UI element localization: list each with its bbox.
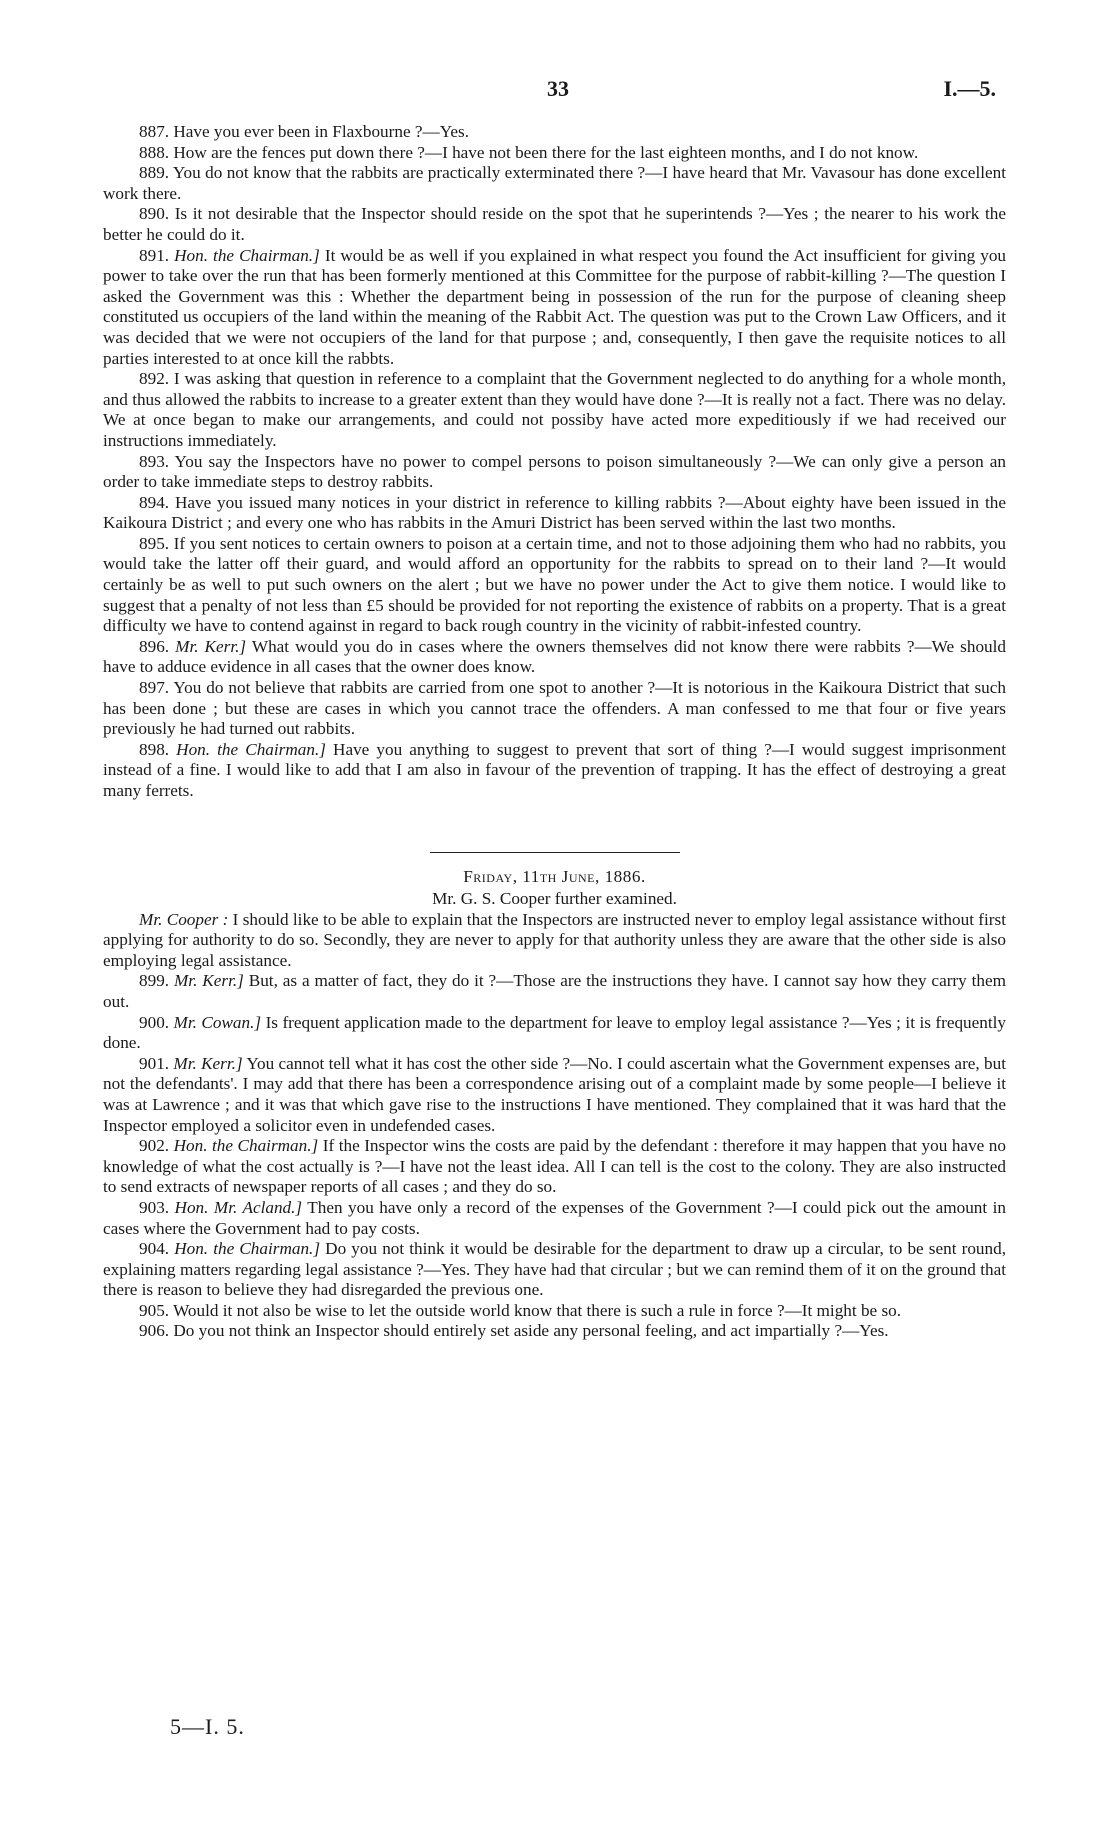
question-number: 891.	[139, 245, 170, 265]
divider-rule	[430, 852, 680, 853]
document-body	[103, 122, 1006, 1342]
question-number: 906.	[139, 1321, 170, 1341]
page-number: 33	[547, 76, 569, 101]
testimony-paragraph	[103, 971, 1006, 1012]
testimony-text: I was asking that question in reference to a complaint that the Government neglected to do anything for a whole month, and thus allowed the rabbits to increase to a greater extent than they would have done ?—It is really not a fact. There was no delay. We at once began to make our arrangements, and could not possiby have acted more expeditiously if we had received our instructions immediately.	[103, 369, 1007, 450]
testimony-text: Do you not think it would be desirable for the department to draw up a circular, to be sent round, explaining matters regarding legal assistance ?—Yes. They have had that circular ; but we can remind them of it on the ground that there is reason to believe they had disregarded the previous one.	[103, 1239, 1006, 1300]
question-number: 895.	[139, 533, 170, 553]
testimony-text: Have you anything to suggest to prevent that sort of thing ?—I would suggest imprisonment instead of a fine. I would like to add that I am also in favour of the prevention of trapping. It has the effect of destroying a great many ferrets.	[103, 739, 1006, 800]
testimony-paragraph	[103, 1321, 1006, 1342]
question-number: 889.	[139, 163, 170, 183]
testimony-paragraph	[103, 1239, 1006, 1301]
testimony-text: How are the fences put down there ?—I have not been there for the last eighteen months, and I do not know.	[173, 142, 919, 162]
testimony-section-2	[103, 910, 1006, 1342]
question-number: 901.	[139, 1053, 170, 1073]
testimony-paragraph	[103, 1198, 1006, 1239]
date-heading: Friday, 11th June, 1886.	[463, 866, 646, 886]
question-number: 899.	[139, 971, 170, 991]
testimony-paragraph	[103, 369, 1006, 451]
footer-signature: 5—I. 5.	[170, 1714, 245, 1739]
paper-reference: I.—5.	[943, 76, 996, 101]
speaker-name: Mr. Cooper :	[139, 909, 229, 929]
testimony-paragraph	[103, 678, 1006, 740]
testimony-paragraph	[103, 163, 1006, 204]
testimony-paragraph	[103, 637, 1006, 678]
question-number: 893.	[139, 451, 170, 471]
testimony-paragraph	[103, 1054, 1006, 1136]
testimony-paragraph	[103, 122, 1006, 143]
testimony-text: You do not believe that rabbits are carried from one spot to another ?—It is notorious in the Kaikoura District that such has been done ; but these are cases in which you cannot trace the offenders. A man confessed to me that four or five years previously he had turned out rabbits.	[103, 678, 1006, 739]
speaker-name: Hon. the Chairman.]	[174, 245, 320, 265]
speaker-name: Hon. the Chairman.]	[173, 1136, 319, 1156]
testimony-text: Have you issued many notices in your district in reference to killing rabbits ?—About eighty have been issued in the Kaikoura District ; and every one who has rabbits in the Amuri District has been served within the last two months.	[103, 492, 1006, 533]
testimony-text: It would be as well if you explained in what respect you found the Act insufficient for giving you power to take over the run that has been formerly mentioned at this Committee for the purpose of rabbit-killing ?—The question I asked the Government was this : Whether the department being in possession of the run for the purpose of cleaning sheep constituted us occupiers of the land within the meaning of the Rabbit Act. The question was put to the Crown Law Officers, and it was decided that we were not occupiers of the land for that purpose ; and, consequently, I then gave the requisite notices to all parties interested to at once kill the rabbts.	[103, 245, 1007, 368]
testimony-text: Then you have only a record of the expenses of the Government ?—I could pick out the amount in cases where the Government had to pay costs.	[103, 1197, 1006, 1238]
testimony-text: Would it not also be wise to let the outside world know that there is such a rule in force ?—It might be so.	[173, 1300, 902, 1320]
question-number: 894.	[139, 492, 170, 512]
testimony-paragraph	[103, 493, 1006, 534]
question-number: 900.	[139, 1012, 170, 1032]
testimony-paragraph	[103, 1013, 1006, 1054]
testimony-section-1	[103, 122, 1006, 802]
testimony-text: I should like to be able to explain that the Inspectors are instructed never to employ legal assistance without first applying for authority to do so. Secondly, they are never to apply for that authority unless they are aware that the other side is also employing legal assistance.	[103, 909, 1006, 970]
testimony-paragraph	[103, 740, 1006, 802]
testimony-paragraph	[103, 143, 1006, 164]
question-number: 897.	[139, 678, 170, 698]
witness-heading: Mr. G. S. Cooper further examined.	[432, 888, 677, 908]
testimony-paragraph	[103, 246, 1006, 370]
question-number: 904.	[139, 1239, 170, 1259]
testimony-text: Do you not think an Inspector should entirely set aside any personal feeling, and act impartially ?—Yes.	[173, 1321, 889, 1341]
speaker-name: Hon. Mr. Acland.]	[174, 1197, 303, 1217]
testimony-text: Have you ever been in Flaxbourne ?—Yes.	[173, 122, 469, 141]
testimony-text: Is it not desirable that the Inspector should reside on the spot that he superintends ?—Yes ; the nearer to his work the better he could do it.	[103, 204, 1006, 244]
testimony-text: If you sent notices to certain owners to poison at a certain time, and not to those adjoining them who had no rabbits, you would take the latter off their guard, and would afford an opportunity for the rabbits to spread on to their land ?—It would certainly be as well to put such owners on the alert ; but we have no power under the Act to give them notice. I would like to suggest that a penalty of not less than £5 should be provided for not reporting the existence of rabbits on a property. That is a great difficulty we have to contend against in regard to back rough country in the vicinity of rabbit-infested country.	[103, 533, 1006, 636]
speaker-name: Mr. Kerr.]	[173, 1053, 243, 1073]
question-number: 903.	[139, 1197, 170, 1217]
question-number: 892.	[139, 369, 170, 389]
speaker-name: Mr. Kerr.]	[175, 636, 247, 656]
speaker-name: Mr. Cowan.]	[173, 1012, 262, 1032]
testimony-paragraph	[103, 204, 1006, 245]
testimony-paragraph	[103, 452, 1006, 493]
testimony-text: You say the Inspectors have no power to compel persons to poison simultaneously ?—We can only give a person an order to take immediate steps to destroy rabbits.	[103, 451, 1006, 492]
speaker-name: Mr. Kerr.]	[173, 971, 244, 991]
testimony-paragraph	[103, 1301, 1006, 1322]
speaker-name: Hon. the Chairman.]	[176, 739, 326, 759]
speaker-name: Hon. the Chairman.]	[174, 1239, 321, 1259]
section-divider	[103, 802, 1006, 866]
testimony-text: Is frequent application made to the department for leave to employ legal assistance ?—Yes ; it is frequently done.	[103, 1012, 1007, 1053]
question-number: 896.	[139, 636, 170, 656]
testimony-paragraph	[103, 534, 1006, 637]
testimony-paragraph	[103, 910, 1006, 972]
question-number: 898.	[139, 739, 170, 759]
question-number: 888.	[139, 142, 170, 162]
testimony-text: If the Inspector wins the costs are paid by the defendant : therefore it may happen that you have no knowledge of what the cost actually is ?—I have not the least idea. All I can tell is the cost to the colony. They are also instructed to send extracts of newspaper reports of all cases ; and they do so.	[103, 1136, 1006, 1197]
testimony-text: What would you do in cases where the owners themselves did not know there were rabbits ?—We should have to adduce evidence in all cases that the owner does know.	[103, 636, 1006, 677]
testimony-paragraph	[103, 1136, 1006, 1198]
question-number: 890.	[139, 204, 170, 224]
question-number: 902.	[139, 1136, 170, 1156]
question-number: 887.	[139, 122, 170, 141]
testimony-text: You do not know that the rabbits are practically exterminated there ?—I have heard that Mr. Vavasour has done excellent work there.	[103, 163, 1006, 203]
testimony-text: But, as a matter of fact, they do it ?—Those are the instructions they have. I cannot say how they carry them out.	[103, 971, 1007, 1011]
question-number: 905.	[139, 1300, 170, 1320]
testimony-text: You cannot tell what it has cost the other side ?—No. I could ascertain what the Government expenses are, but not the defendants'. I may add that there has been a correspondence arising out of a complaint made by some people—I believe it was at Lawrence ; and it was that which gave rise to the instructions I have mentioned. They complained that it was hard that the Inspector employed a solicitor even in undefended cases.	[103, 1053, 1006, 1135]
